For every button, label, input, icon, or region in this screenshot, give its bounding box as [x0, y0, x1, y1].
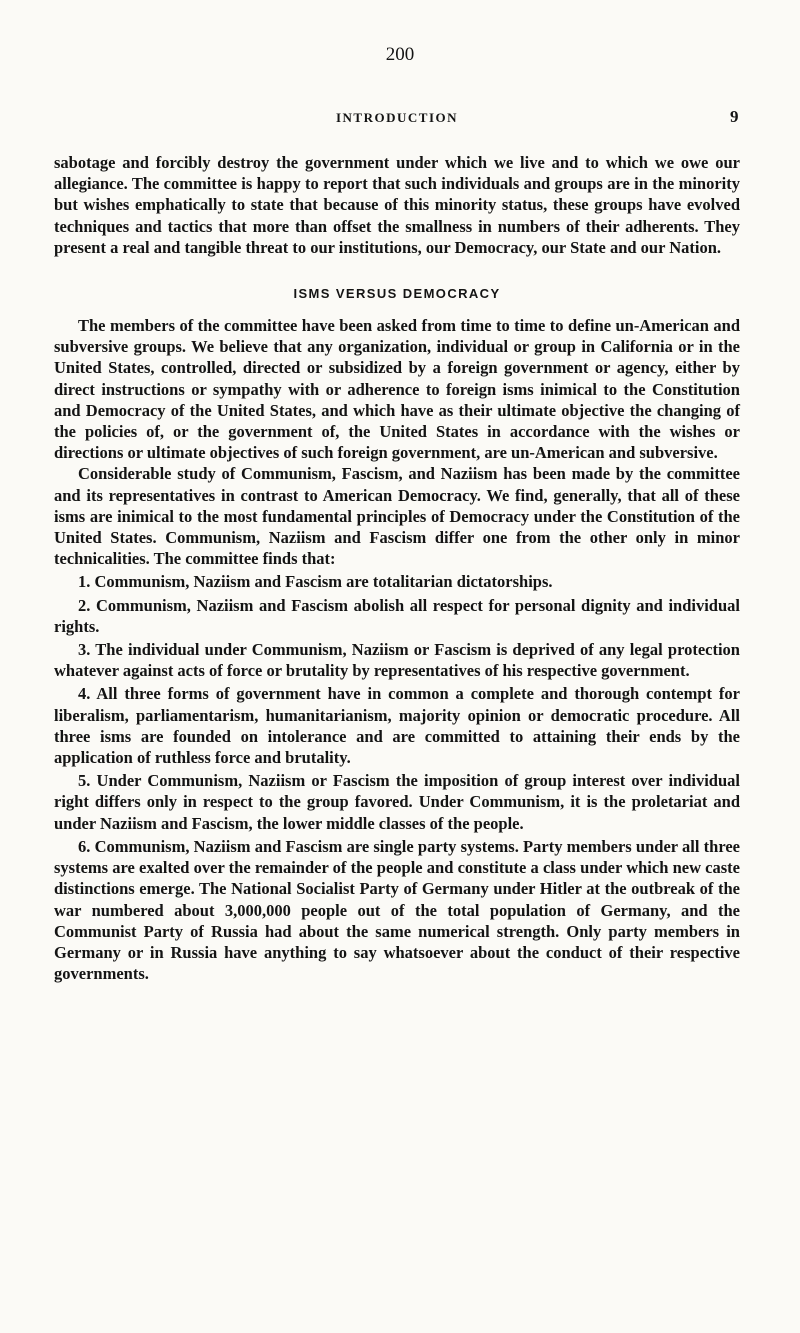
page-number: 200: [385, 44, 415, 65]
running-head-title: INTRODUCTION: [335, 110, 458, 125]
document-body: [54, 152, 740, 984]
numbered-item: 1. Communism, Naziism and Fascism are totalitarian dictatorships.: [78, 572, 553, 592]
numbered-item: 4. All three forms of government have in common a complete and thorough contempt for liberalism, parliamentarism, humanitarianism, majority opinion or democratic procedure. All three isms are founded on intolerance and are committed to attaining their ends by the application of ruthless force and brutality.: [54, 684, 740, 768]
numbered-item: 5. Under Communism, Naziism or Fascism the imposition of group interest over individual right differs only in respect to the group favored. Under Communism, it is the proletariat and under Naziism and Fascism, the lower middle classes of the people.: [54, 771, 740, 833]
numbered-item: 3. The individual under Communism, Naziism or Fascism is deprived of any legal protection whatever against acts of force or brutality by representatives of his respective government.: [54, 640, 740, 681]
body-paragraph: sabotage and forcibly destroy the government under which we live and to which we owe our allegiance. The committee is happy to report that such individuals and groups are in the minority but wishes emphatically to state that because of this minority status, these groups have evolved techniques and tactics that more than offset the smallness in numbers of their adherents. They present a real and tangible threat to our institutions, our Democracy, our State and our Nation.: [54, 153, 740, 257]
section-heading: ISMS VERSUS DEMOCRACY: [293, 286, 501, 302]
running-head-folio: 9: [730, 107, 740, 126]
numbered-item: 2. Communism, Naziism and Fascism abolish all respect for personal dignity and individual rights.: [54, 595, 740, 636]
body-paragraph: Considerable study of Communism, Fascism, and Naziism has been made by the committee and its representatives in contrast to American Democracy. We find, generally, that all of these isms are inimical to the most fundamental principles of Democracy under the Constitution of the United States. Communism, Naziism and Fascism differ one from the other only in minor technicalities. The committee finds that:: [54, 464, 740, 569]
numbered-item: 6. Communism, Naziism and Fascism are single party systems. Party members under all three systems are exalted over the remainder of the people and constitute a class under which new caste distinctions emerge. The National Socialist Party of Germany under Hitler at the outbreak of the war numbered about 3,000,000 people out of the total population of Germany, and the Communist Party of Russia had about the same numerical strength. Only party members in Germany or in Russia have anything to say whatsoever about the conduct of their respective governments.: [54, 836, 740, 984]
body-paragraph: The members of the committee have been asked from time to time to define un-American and subversive groups. We believe that any organization, individual or group in California or in the United States, controlled, directed or subsidized by a foreign government or agency, either by direct instructions or sympathy with or adherence to foreign isms inimical to the Constitution and Democracy of the United States, and which have as their ultimate objective the changing of the policies of, or the government of, the United States in accordance with the wishes or directions or ultimate objectives of such foreign government, are un-American and subversive.: [54, 316, 740, 463]
